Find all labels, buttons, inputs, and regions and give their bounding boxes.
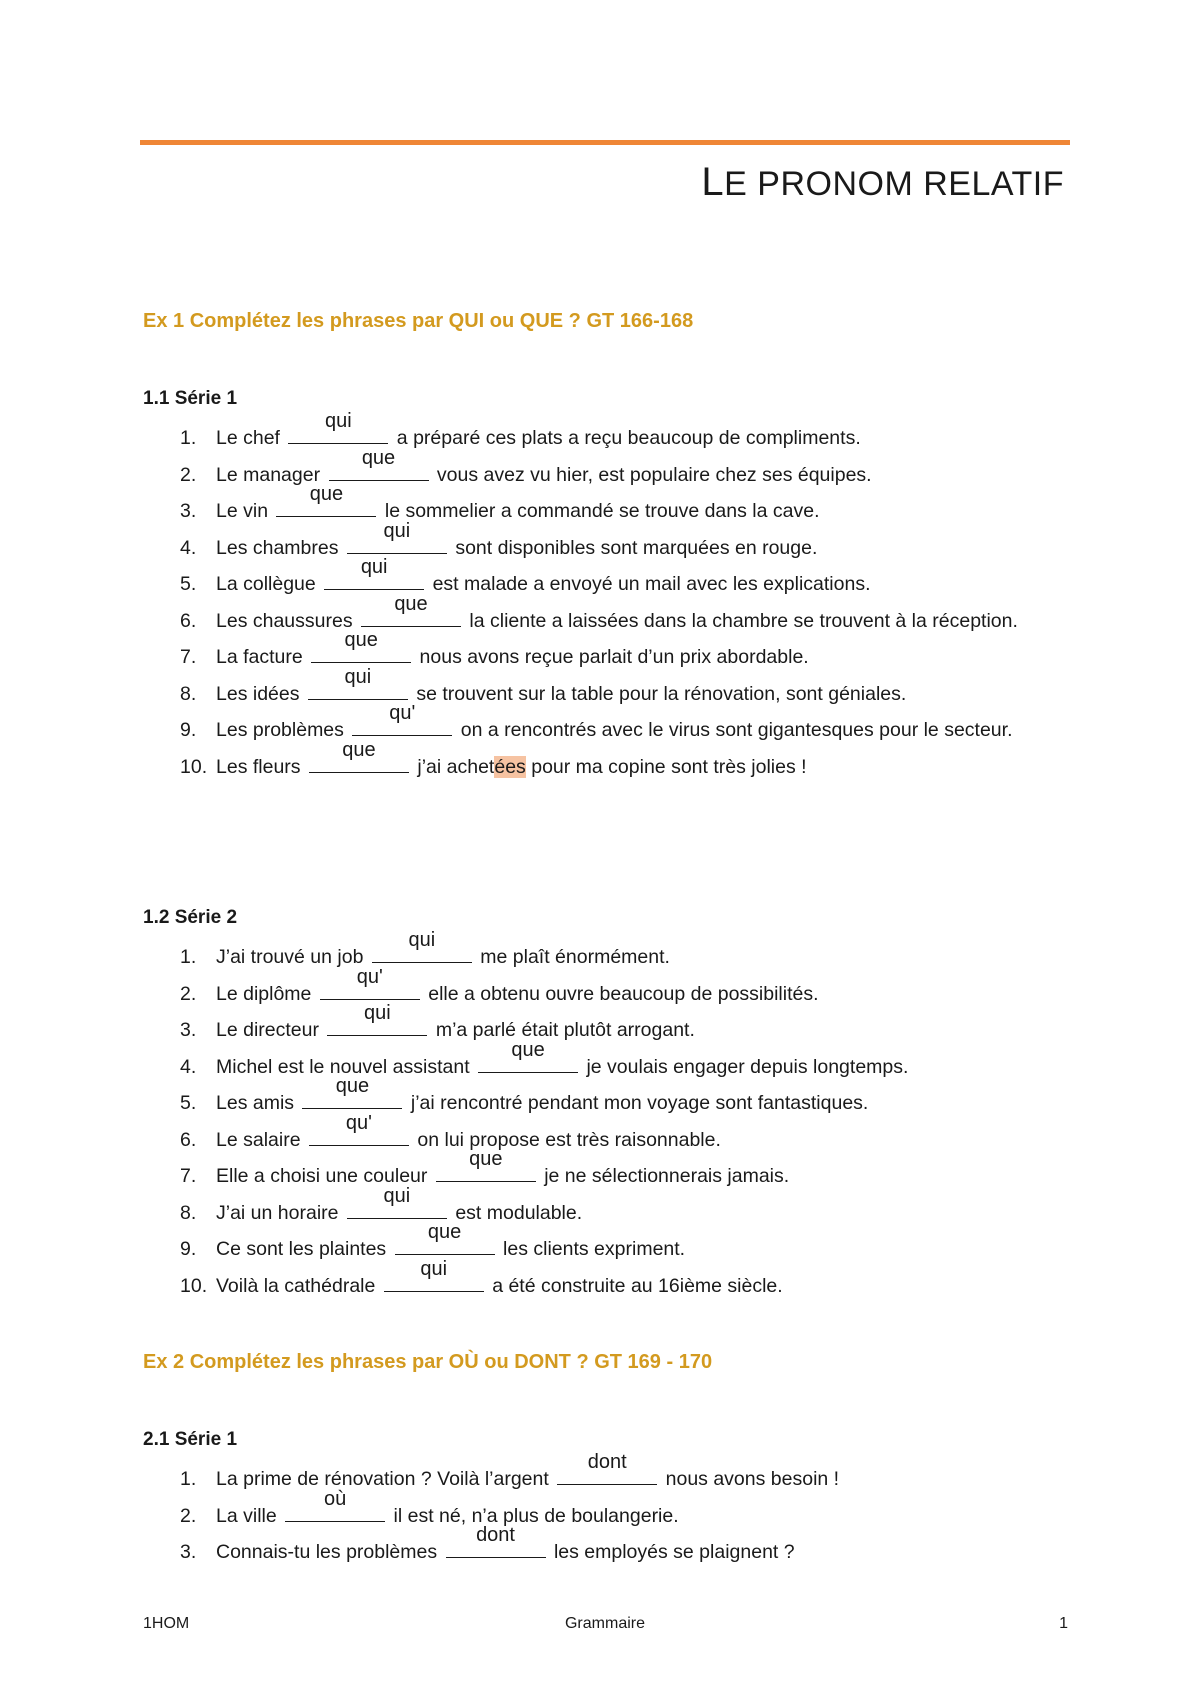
answer-blank[interactable]: qui [347,1198,447,1219]
answer-blank[interactable]: que [311,642,411,663]
list-item: 6. Le salaire qu' on lui propose est très raisonnable. [180,1111,721,1151]
list-item: 2. Le diplôme qu' elle a obtenu ouvre beaucoup de possibilités. [180,965,819,1005]
list-item: 8. J’ai un horaire qui est modulable. [180,1184,583,1224]
list-item: 5. La collègue qui est malade a envoyé un mail avec les explications. [180,556,871,595]
serie-1-1-list [180,410,1050,785]
exercise-2-heading: Ex 2 Complétez les phrases par OÙ ou DONT ? GT 169 - 170 [143,1351,713,1373]
list-item: 3. Le vin que le sommelier a commandé se trouve dans la cave. [180,483,820,522]
answer-blank[interactable]: que [478,1052,578,1073]
list-item: 1. J’ai trouvé un job qui me plaît énormément. [180,929,670,968]
answer-blank[interactable]: que [276,496,376,517]
list-item: 10. Voilà la cathédrale qui a été construite au 16ième siècle. [180,1257,783,1297]
footer-center: Grammaire [564,1615,645,1632]
list-item: 4. Les chambres qui sont disponibles sont marquées en rouge. [180,519,818,559]
answer-blank[interactable]: qui [347,533,447,554]
footer-left: 1HOM [143,1615,190,1632]
list-item: 8. Les idées qui se trouvent sur la table pour la rénovation, sont géniales. [180,665,907,705]
list-item: 1. Le chef qui a préparé ces plats a reçu beaucoup de compliments. [180,410,861,449]
list-item: 9. Ce sont les plaintes que les clients expriment. [180,1221,686,1260]
list-item: 1. La prime de rénovation ? Voilà l’argent dont nous avons besoin ! [180,1451,840,1490]
answer-blank[interactable]: qui [324,569,424,590]
answer-blank[interactable]: dont [557,1464,657,1485]
list-item: 7. La facture que nous avons reçue parlait d’un prix abordable. [180,629,809,668]
header-rule [140,140,1070,145]
answer-blank[interactable]: que [309,752,409,773]
answer-blank[interactable]: où [285,1501,385,1522]
highlight: ées [494,755,526,778]
serie-2-1-list [180,1451,1050,1571]
serie-2-1-heading: 2.1 Série 1 [143,1429,238,1450]
answer-blank[interactable]: qu' [352,715,452,736]
list-item: 2. La ville où il est né, n’a plus de boulangerie. [180,1487,679,1527]
list-item: 3. Connais-tu les problèmes dont les employés se plaignent ? [180,1524,795,1563]
answer-blank[interactable]: dont [446,1537,546,1558]
serie-1-2-list [180,929,1050,1304]
answer-blank[interactable]: qu' [309,1125,409,1146]
answer-blank[interactable]: qu' [320,979,420,1000]
answer-blank[interactable]: que [436,1161,536,1182]
answer-blank[interactable]: qui [384,1271,484,1292]
list-item: 7. Elle a choisi une couleur que je ne sélectionnerais jamais. [180,1148,790,1187]
list-item: 6. Les chaussures que la cliente a laissées dans la chambre se trouvent à la réception. [180,592,1018,632]
list-item: 2. Le manager que vous avez vu hier, est populaire chez ses équipes. [180,446,872,486]
answer-blank[interactable]: que [302,1088,402,1109]
answer-blank[interactable]: que [329,460,429,481]
list-item: 10. Les fleurs que j’ai achetées pour ma copine sont très jolies ! [180,738,807,778]
answer-blank[interactable]: qui [308,679,408,700]
answer-blank[interactable]: que [395,1234,495,1255]
answer-blank[interactable]: qui [288,423,388,444]
list-item: 3. Le directeur qui m’a parlé était plutôt arrogant. [180,1002,695,1041]
list-item: 9. Les problèmes qu' on a rencontrés avec le virus sont gigantesques pour le secteur. [180,702,1013,741]
answer-blank[interactable]: que [361,606,461,627]
exercise-1-heading: Ex 1 Complétez les phrases par QUI ou QUE ? GT 166-168 [143,310,694,332]
answer-blank[interactable]: qui [327,1015,427,1036]
serie-1-2-heading: 1.2 Série 2 [143,907,238,928]
page-number: 1 [1059,1615,1068,1632]
page-title: LE PRONOM RELATIF [701,160,1064,204]
list-item: 5. Les amis que j’ai rencontré pendant mon voyage sont fantastiques. [180,1075,869,1114]
serie-1-1-heading: 1.1 Série 1 [143,388,238,409]
list-item: 4. Michel est le nouvel assistant que je voulais engager depuis longtemps. [180,1038,909,1078]
answer-blank[interactable]: qui [372,942,472,963]
